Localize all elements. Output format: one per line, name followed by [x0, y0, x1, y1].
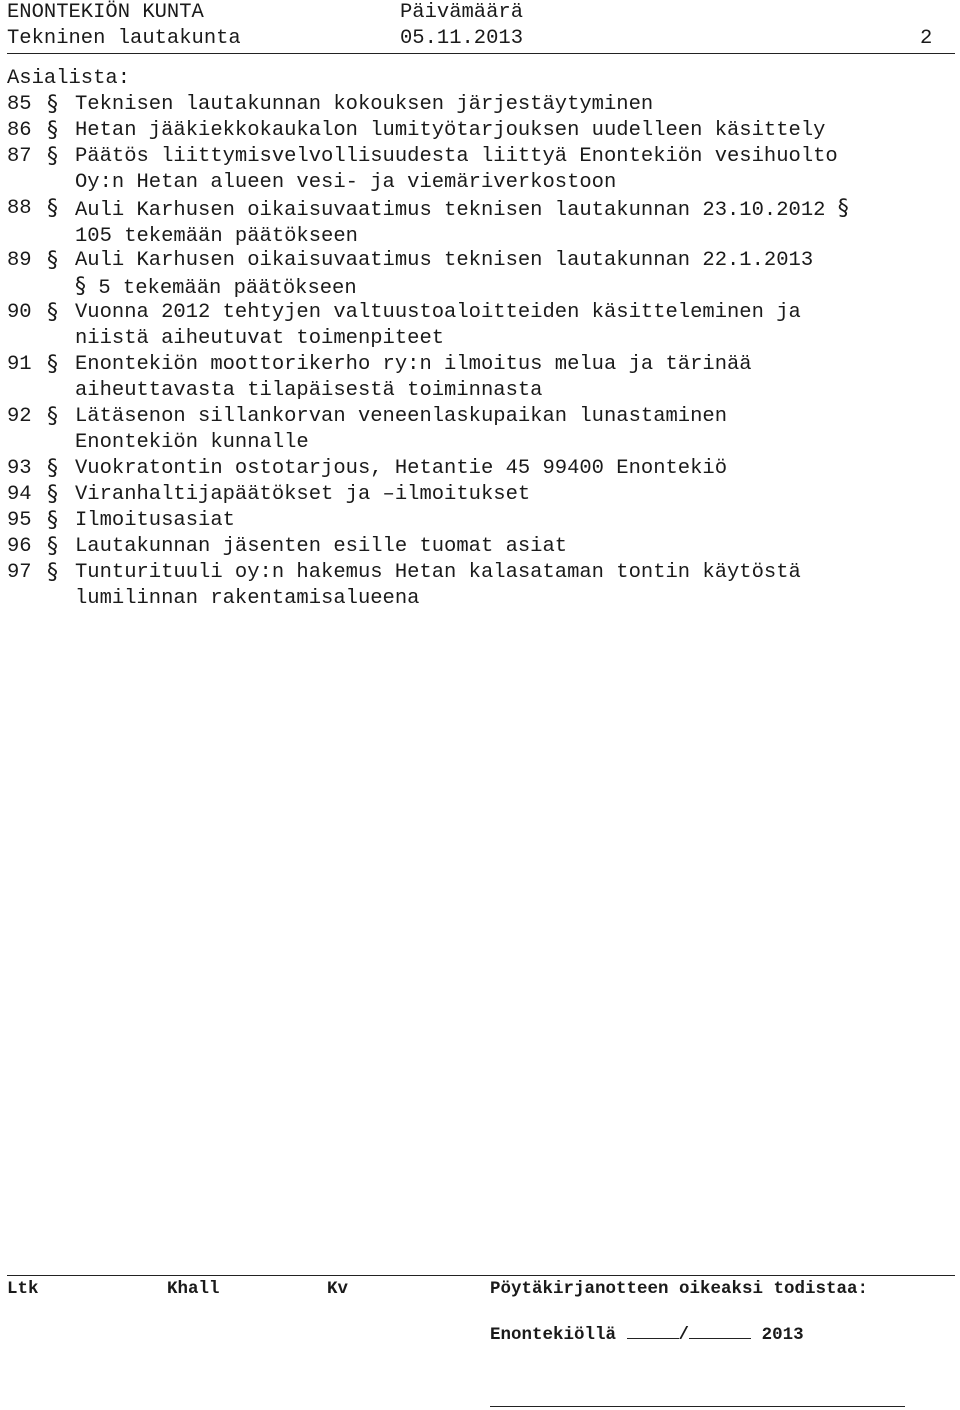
item-title: Hetan jääkiekkokaukalon lumityötarjouksen uudelleen käsittely: [75, 119, 826, 142]
section-symbol: §: [47, 196, 58, 221]
item-title: Tunturituuli oy:n hakemus Hetan kalasataman tontin käytöstä lumilinnan rakentamisalueena: [75, 561, 801, 610]
item-title: Ilmoitusasiat: [75, 509, 235, 532]
item-title: Päätös liittymisvelvollisuudesta liittyä Enontekiön vesihuolto Oy:n Hetan alueen vesi- ja viemäriverkostoon: [75, 145, 838, 194]
section-symbol: §: [47, 534, 58, 559]
section-symbol: §: [47, 508, 58, 533]
certification-year: 2013: [761, 1325, 804, 1345]
item-number: 95: [7, 509, 32, 532]
section-symbol: §: [47, 456, 58, 481]
section-symbol: §: [47, 352, 58, 377]
item-title: Teknisen lautakunnan kokouksen järjestäytyminen: [75, 93, 654, 116]
section-symbol: §: [47, 560, 58, 585]
header-divider: [7, 53, 955, 54]
item-title: Viranhaltijapäätökset ja –ilmoitukset: [75, 483, 531, 506]
section-symbol: §: [47, 482, 58, 507]
board-name: Tekninen lautakunta: [7, 27, 241, 50]
page-number: 2: [920, 27, 933, 50]
item-number: 96: [7, 535, 32, 558]
municipality-name: ENONTEKIÖN KUNTA: [7, 1, 204, 24]
date-label: Päivämäärä: [400, 1, 524, 24]
item-number: 93: [7, 457, 32, 480]
section-symbol: §: [47, 118, 58, 143]
section-symbol: §: [47, 248, 58, 273]
item-number: 94: [7, 483, 32, 506]
signature-line[interactable]: [490, 1406, 905, 1407]
section-symbol: §: [47, 144, 58, 169]
item-number: 91: [7, 353, 32, 376]
footer-ltk: Ltk: [7, 1279, 39, 1299]
section-symbol: §: [47, 300, 58, 325]
item-number: 85: [7, 93, 32, 116]
item-number: 88: [7, 197, 32, 220]
month-blank[interactable]: [689, 1322, 751, 1339]
footer-khall: Khall: [167, 1279, 220, 1299]
item-title: [75, 196, 955, 250]
item-title: Lautakunnan jäsenten esille tuomat asiat: [75, 535, 568, 558]
day-blank[interactable]: [627, 1322, 679, 1339]
item-title: Lätäsenon sillankorvan veneenlaskupaikan lunastaminen Enontekiön kunnalle: [75, 405, 728, 454]
meeting-date: 05.11.2013: [400, 27, 524, 50]
item-title-part: 105 tekemään päätökseen: [75, 225, 358, 248]
item-title: Vuonna 2012 tehtyjen valtuustoaloitteiden käsitteleminen ja niistä aiheutuvat toimenpiteet: [75, 301, 801, 350]
certification-text: Pöytäkirjanotteen oikeaksi todistaa:: [490, 1279, 869, 1299]
date-slash: /: [678, 1325, 690, 1345]
certification-date-line: [490, 1322, 804, 1346]
item-number: 89: [7, 249, 32, 272]
item-title: [75, 248, 955, 302]
item-title-part: Auli Karhusen oikaisuvaatimus teknisen lautakunnan 22.1.2013: [75, 249, 814, 272]
item-number: 86: [7, 119, 32, 142]
section-symbol: §: [47, 404, 58, 429]
section-symbol: §: [837, 196, 849, 221]
section-symbol: §: [75, 274, 86, 299]
place-label: Enontekiöllä: [490, 1325, 617, 1345]
item-title-part: Auli Karhusen oikaisuvaatimus teknisen lautakunnan 23.10.2012: [75, 199, 826, 222]
item-title: Enontekiön moottorikerho ry:n ilmoitus melua ja tärinää aiheuttavasta tilapäisestä toiminnasta: [75, 353, 752, 402]
agenda-title: Asialista:: [7, 67, 131, 90]
item-title-part: 5 tekemään päätökseen: [98, 277, 357, 300]
item-number: 92: [7, 405, 32, 428]
footer-kv: Kv: [327, 1279, 349, 1299]
item-number: 90: [7, 301, 32, 324]
footer-divider: [7, 1275, 955, 1276]
item-number: 87: [7, 145, 32, 168]
item-number: 97: [7, 561, 32, 584]
section-symbol: §: [47, 92, 58, 117]
item-title: Vuokratontin ostotarjous, Hetantie 45 99400 Enontekiö: [75, 457, 728, 480]
